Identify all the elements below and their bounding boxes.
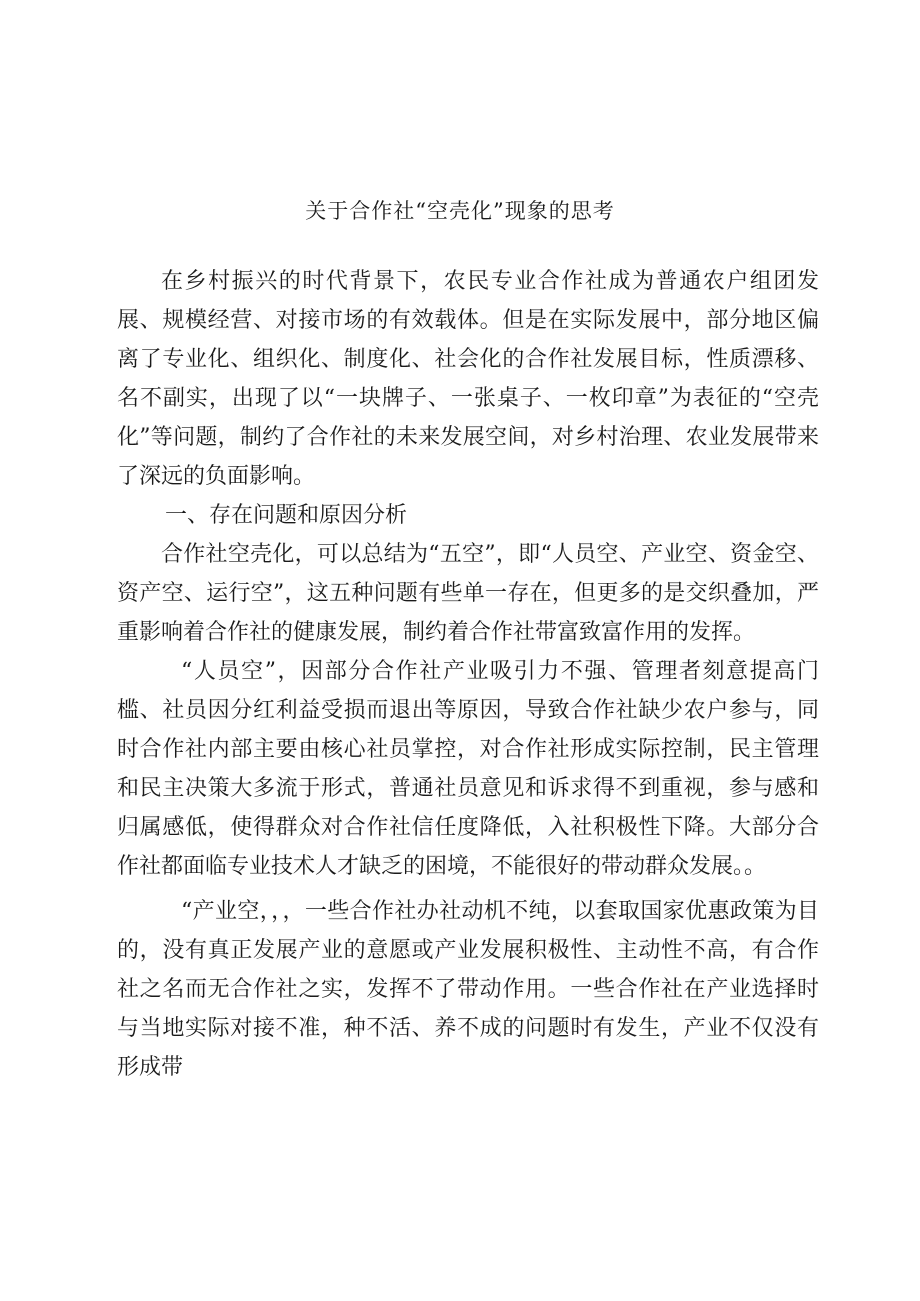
section-heading-problems: 一、存在问题和原因分析 xyxy=(165,503,408,528)
paragraph-intro: 在乡村振兴的时代背景下，农民专业合作社成为普通农户组团发展、规模经营、对接市场的有效载体。但是在实际发展中，部分地区偏离了专业化、组织化、制度化、社会化的合作社发展目标，性质漂移、名不副实，出现了以“一块牌子、一张桌子、一枚印章”为表征的“空壳化”等问题，制约了合作社的未来发展空间，对乡村治理、农业发展带来了深远的负面影响。 xyxy=(117,269,819,489)
document-title: 关于合作社“空壳化”现象的思考 xyxy=(305,199,615,223)
paragraph-personnel-empty: “人员空”，因部分合作社产业吸引力不强、管理者刻意提高门槛、社员因分红利益受损而退出等原因，导致合作社缺少农户参与，同时合作社内部主要由核心社员掌控，对合作社形成实际控制，民主管理和民主决策大多流于形式，普通社员意见和诉求得不到重视，参与感和归属感低，使得群众对合作社信任度降低，入社积极性下降。大部分合作社都面临专业技术人才缺乏的困境，不能很好的带动群众发展。。 xyxy=(117,659,819,879)
document-body xyxy=(117,262,819,1087)
paragraph-five-empties: 合作社空壳化，可以总结为“五空”，即“人员空、产业空、资金空、资产空、运行空”，这五种问题有些单一存在，但更多的是交织叠加，严重影响着合作社的健康发展，制约着合作社带富致富作用的发挥。 xyxy=(117,542,819,645)
paragraph-industry-empty: “产业空，，，一些合作社办社动机不纯，以套取国家优惠政策为目的，没有真正发展产业的意愿或产业发展积极性、主动性不高，有合作社之名而无合作社之实，发挥不了带动作用。一些合作社在产业选择时与当地实际对接不准，种不活、养不成的问题时有发生，产业不仅没有形成带 xyxy=(117,899,819,1080)
